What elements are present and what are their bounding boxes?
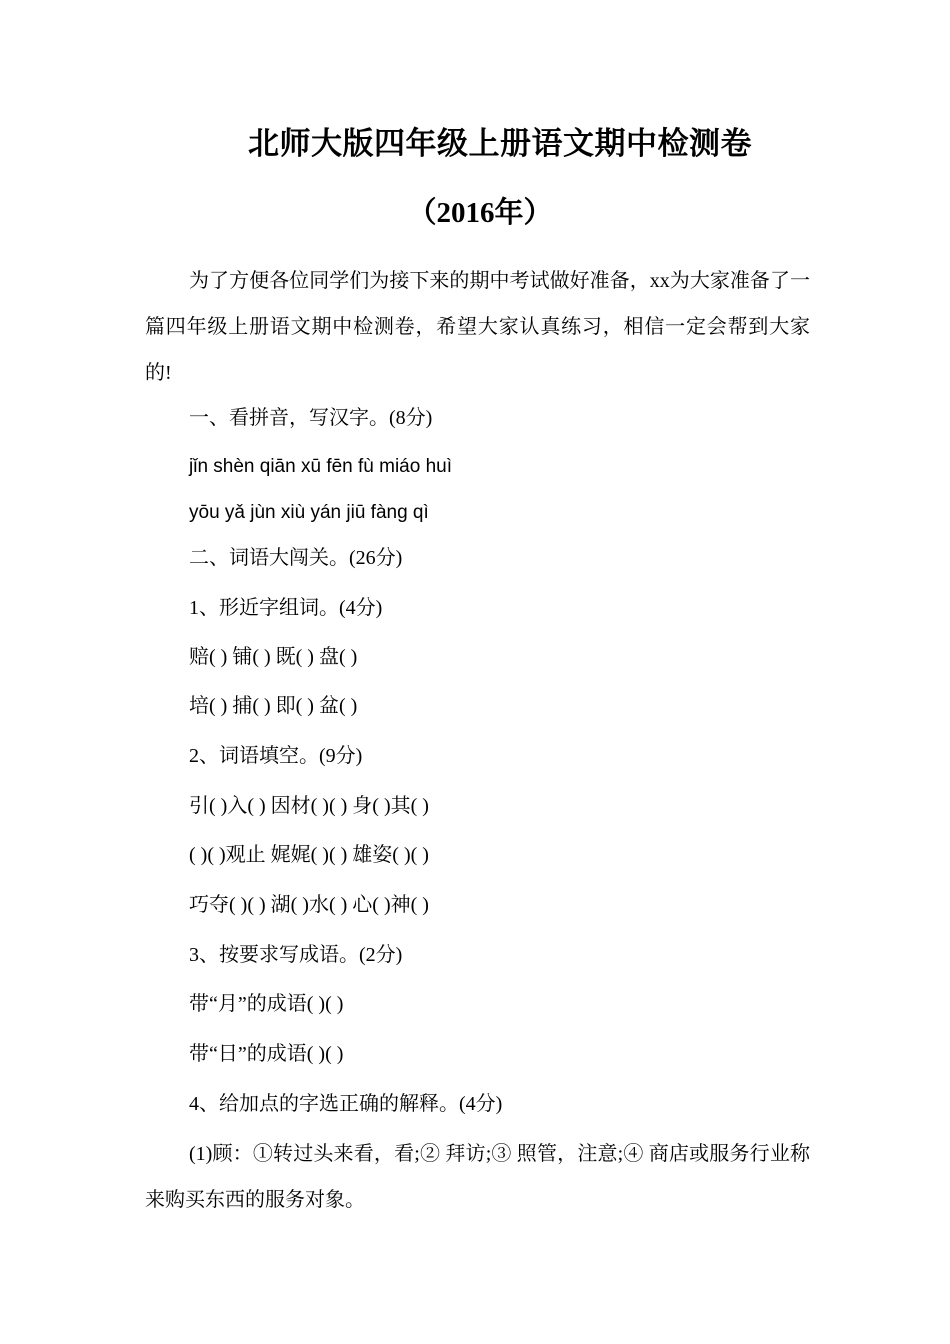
question-2-row-2: ( )( )观止 娓娓( )( ) 雄姿( )( )	[189, 844, 429, 866]
question-1-row-2: 培( ) 捕( ) 即( ) 盆( )	[189, 695, 358, 717]
question-3-row-1: 带“月”的成语( )( )	[189, 993, 344, 1015]
document-title: 北师大版四年级上册语文期中检测卷	[248, 126, 752, 161]
pinyin-line-2: yōu yǎ jùn xiù yán jiū fàng qì	[189, 502, 429, 523]
question-1-row-1: 赔( ) 铺( ) 既( ) 盘( )	[189, 646, 358, 668]
section-2-heading: 二、词语大闯关。(26分)	[189, 547, 403, 569]
question-2-heading: 2、词语填空。(9分)	[189, 745, 363, 767]
question-3-heading: 3、按要求写成语。(2分)	[189, 944, 403, 966]
section-1-heading: 一、看拼音，写汉字。(8分)	[189, 407, 433, 429]
question-4-item-1: (1)顾：①转过头来看，看;② 拜访;③ 照管，注意;④ 商店或服务行业称来购买东西的服务对象。	[145, 1143, 810, 1211]
question-1-heading: 1、形近字组词。(4分)	[189, 597, 383, 619]
intro-paragraph: 为了方便各位同学们为接下来的期中考试做好准备，xx为大家准备了一篇四年级上册语文期中检测卷，希望大家认真练习，相信一定会帮到大家的!	[145, 270, 810, 384]
document-subtitle: （2016年）	[407, 197, 553, 229]
pinyin-line-1: jǐn shèn qiān xū fēn fù miáo huì	[189, 456, 453, 477]
question-4-heading: 4、给加点的字选正确的解释。(4分)	[189, 1093, 503, 1115]
question-3-row-2: 带“日”的成语( )( )	[189, 1043, 344, 1065]
question-2-row-3: 巧夺( )( ) 湖( )水( ) 心( )神( )	[189, 894, 429, 916]
question-2-row-1: 引( )入( ) 因材( )( ) 身( )其( )	[189, 795, 429, 817]
